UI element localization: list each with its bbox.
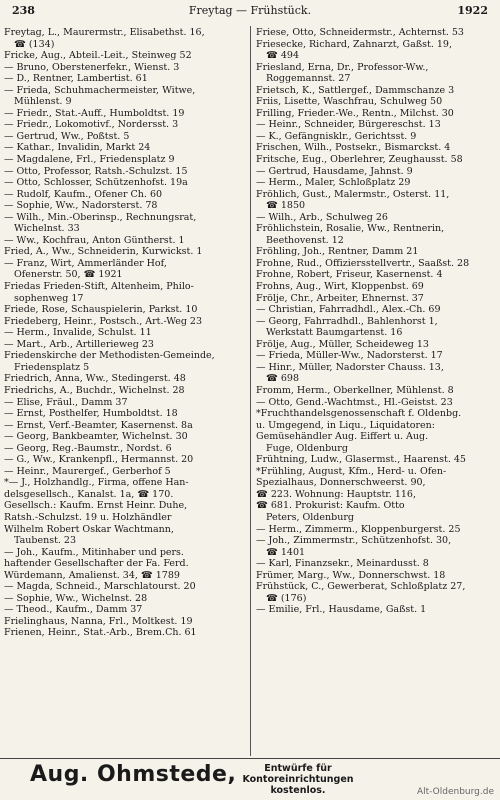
directory-entry-line: ☎ (176) (266, 592, 307, 604)
directory-entry-line: Friedensplatz 5 (14, 361, 90, 373)
directory-entry-line: — Wilh., Min.-Oberinsp., Rechnungsrat, (4, 211, 197, 223)
directory-entry-line: Fritsche, Eug., Oberlehrer, Zeughausst. 58 (256, 154, 463, 166)
directory-entry-line: Beethovenst. 12 (266, 234, 344, 246)
directory-entry-line: Fried, A., Ww., Schneiderin, Kurwickst. 1 (4, 246, 203, 258)
directory-entry-line: — G., Ww., Krankenpfl., Hermannst. 20 (4, 454, 194, 466)
directory-entry-line: Frienen, Heinr., Stat.-Arb., Brem.Ch. 61 (4, 627, 197, 639)
directory-entry-line: — Frieda, Müller-Ww., Nadorsterst. 17 (256, 350, 443, 362)
directory-entry-line: — Magda, Schneid., Marschlatourst. 20 (4, 581, 196, 593)
directory-entry-line: — Otto, Gend.-Wachtmst., Hl.-Geistst. 23 (256, 396, 453, 408)
directory-entry-line: — Joh., Zimmermstr., Schützenhofst. 30, (256, 535, 452, 547)
advertisement-slogan (218, 763, 378, 796)
directory-entry-line: *— J., Holzhandlg., Firma, offene Han- (4, 477, 189, 489)
directory-entry-line: Spezialhaus, Donnerschweerst. 90, (256, 477, 426, 489)
directory-entry-line: Friesecke, Richard, Zahnarzt, Gaßst. 19, (256, 38, 452, 50)
directory-entry-line: Friedeberg, Heinr., Postsch., Art.-Weg 23 (4, 315, 203, 327)
left-column (4, 27, 241, 639)
directory-entry-line: Peters, Oldenburg (266, 511, 354, 523)
directory-entry-line: — Wilh., Arb., Schulweg 26 (256, 211, 388, 223)
directory-entry-line: — Frieda, Schuhmachermeister, Witwe, (4, 84, 196, 96)
directory-entry-line: — Kathar., Invalidin, Markt 24 (4, 142, 151, 154)
directory-entry-line: — Heinr., Schneider, Bürgereschst. 13 (256, 119, 441, 131)
directory-entry-line: — Bruno, Oberstenerfekr., Wienst. 3 (4, 61, 180, 73)
directory-entry-line: *Frühling, August, Kfm., Herd- u. Ofen- (256, 465, 447, 477)
directory-entry-line: Werkstatt Baumgartenst. 16 (266, 327, 403, 339)
directory-entry-line: — Sophie, Ww., Nadorsterst. 78 (4, 200, 158, 212)
advertiser-name: Aug. Ohmstede, (30, 762, 237, 787)
directory-entry-line: — Friedr., Stat.-Auff., Humboldtst. 19 (4, 107, 185, 119)
directory-entry-line: Taubenst. 23 (14, 535, 77, 547)
directory-entry-line: Fricke, Aug., Abteil.-Leit., Steinweg 52 (4, 50, 192, 62)
directory-entry-line: — Magdalene, Frl., Friedensplatz 9 (4, 154, 175, 166)
slogan-line-2: kostenlos. (270, 785, 326, 796)
directory-entry-line: — Georg, Fahrradhdl., Bahlenhorst 1, (256, 315, 438, 327)
directory-entry-line: — Gertrud, Ww., Poßtst. 5 (4, 130, 130, 142)
directory-entry-line: ☎ 494 (266, 50, 299, 62)
directory-entry-line: Friesland, Erna, Dr., Professor-Ww., (256, 61, 429, 73)
directory-entry-line: Frilling, Frieder.-We., Rentn., Milchst. 30 (256, 107, 454, 119)
directory-entry-line: — Herm., Zimmerm., Kloppenburgerst. 25 (256, 523, 461, 535)
directory-entry-line: — Elise, Fräul., Damm 37 (4, 396, 128, 408)
page-header (12, 4, 488, 18)
directory-entry-line: Friis, Lisette, Waschfrau, Schulweg 50 (256, 96, 443, 108)
directory-entry-line: Frümer, Marg., Ww., Donnerschwst. 18 (256, 569, 446, 581)
directory-entry-line: delsgesellsch., Kanalst. 1a, ☎ 170. (4, 488, 174, 500)
directory-entry-line: haftender Gesellschafter der Fa. Ferd. (4, 558, 189, 570)
directory-entry-line: sophenweg 17 (14, 292, 84, 304)
directory-entry-line: — Ernst, Posthelfer, Humboldtst. 18 (4, 408, 178, 420)
directory-entry-line: Friede, Rose, Schauspielerin, Parkst. 10 (4, 304, 198, 316)
directory-entry-line: — Herm., Invalide, Schulst. 11 (4, 327, 152, 339)
directory-entry-line: ☎ 681. Prokurist: Kaufm. Otto (256, 500, 405, 512)
directory-entry-line: — Joh., Kaufm., Mitinhaber und pers. (4, 546, 184, 558)
directory-entry-line: Frielinghaus, Nanna, Frl., Moltkest. 19 (4, 615, 193, 627)
directory-entry-line: Frischen, Wilh., Postsekr., Bismarckst. 4 (256, 142, 451, 154)
directory-entry-line: — Sophie, Ww., Wichelnst. 28 (4, 592, 148, 604)
directory-entry-line: — Heinr., Maurergef., Gerberhof 5 (4, 465, 171, 477)
directory-entry-line: Fromm, Herm., Oberkellner, Mühlenst. 8 (256, 384, 454, 396)
directory-entry-line: Fuge, Oldenburg (266, 442, 348, 454)
directory-entry-line: ☎ 223. Wohnung: Hauptstr. 116, (256, 488, 416, 500)
directory-entry-line: Frühtning, Ludw., Glasermst., Haarenst. 45 (256, 454, 466, 466)
column-divider (250, 26, 251, 756)
directory-entry-line: — D., Rentner, Lambertist. 61 (4, 73, 148, 85)
directory-entry-line: Ofenerstr. 50, ☎ 1921 (14, 269, 123, 281)
directory-entry-line: Mühlenst. 9 (14, 96, 72, 108)
watermark: Alt-Oldenburg.de (416, 787, 494, 797)
directory-entry-line: — Franz, Wirt, Ammerländer Hof, (4, 257, 167, 269)
directory-entry-line: ☎ 698 (266, 373, 299, 385)
slogan-line-1: Entwürfe für Kontoreinrichtungen (242, 763, 354, 785)
directory-entry-line: — Friedr., Lokomotivf., Nordersst. 3 (4, 119, 179, 131)
directory-entry-line: — Karl, Finanzsekr., Meinardusst. 8 (256, 558, 429, 570)
directory-entry-line: ☎ 1850 (266, 200, 306, 212)
directory-entry-line: — Hinr., Müller, Nadorster Chauss. 13, (256, 361, 444, 373)
directory-entry-line: Würdemann, Amalienst. 34, ☎ 1789 (4, 569, 180, 581)
directory-entry-line: ☎ (134) (14, 38, 55, 50)
directory-entry-line: Gemüsehändler Aug. Eiffert u. Aug. (256, 431, 429, 443)
directory-entry-line: Wichelnst. 33 (14, 223, 80, 235)
directory-entry-line: Frohns, Aug., Wirt, Kloppenbst. 69 (256, 281, 424, 293)
directory-entry-line: Ratsh.-Schulzst. 19 u. Holzhändler (4, 511, 172, 523)
directory-entry-line: — Herm., Maler, Schloßplatz 29 (256, 177, 411, 189)
directory-entry-line: — Theod., Kaufm., Damm 37 (4, 604, 143, 616)
directory-entry-line: Freytag, L., Maurermstr., Elisabethst. 16, (4, 27, 205, 38)
directory-entry-line: Friese, Otto, Schneidermstr., Achternst. 53 (256, 27, 464, 38)
directory-entry-line: Fröhlich, Gust., Malermstr., Osterst. 11, (256, 188, 450, 200)
year-number: 1922 (457, 4, 488, 17)
directory-entry-line: — Gertrud, Hausdame, Jahnst. 9 (256, 165, 413, 177)
directory-entry-line: Fröhling, Joh., Rentner, Damm 21 (256, 246, 419, 258)
directory-entry-line: — Otto, Schlosser, Schützenhofst. 19a (4, 177, 188, 189)
directory-entry-line: u. Umgegend, in Liqu., Liquidatoren: (256, 419, 435, 431)
directory-entry-line: — Ernst, Verf.-Beamter, Kasernenst. 8a (4, 419, 193, 431)
directory-entry-line: Friedenskirche der Methodisten-Gemeinde, (4, 350, 215, 362)
directory-entry-line: Gesellsch.: Kaufm. Ernst Heinr. Duhe, (4, 500, 188, 512)
directory-entry-line: Frohne, Rud., Offiziersstellvertr., Saaßst. 28 (256, 257, 470, 269)
directory-entry-line: Frohne, Robert, Friseur, Kasernenst. 4 (256, 269, 443, 281)
directory-entry-line: *Fruchthandelsgenossenschaft f. Oldenbg. (256, 408, 462, 420)
running-title: Freytag — Frühstück. (188, 4, 312, 17)
directory-entry-line: Roggemannst. 27 (266, 73, 351, 85)
directory-entry-line: — Georg, Bankbeamter, Wichelnst. 30 (4, 431, 188, 443)
directory-entry-line: — Mart., Arb., Artillerieweg 23 (4, 338, 154, 350)
directory-entry-line: Friedrichs, A., Buchdr., Wichelnst. 28 (4, 384, 185, 396)
directory-entry-line: Fröhlichstein, Rosalie, Ww., Rentnerin, (256, 223, 445, 235)
directory-entry-line: ☎ 1401 (266, 546, 306, 558)
directory-entry-line: Friedas Frieden-Stift, Altenheim, Philo- (4, 281, 194, 293)
directory-entry-line: — Otto, Professor, Ratsh.-Schulzst. 15 (4, 165, 188, 177)
page-number-left: 238 (12, 4, 35, 17)
directory-entry-line: — Rudolf, Kaufm., Ofener Ch. 60 (4, 188, 163, 200)
directory-entry-line: Wilhelm Robert Oskar Wachtmann, (4, 523, 174, 535)
directory-entry-line: — Ww., Kochfrau, Anton Güntherst. 1 (4, 234, 185, 246)
directory-entry-line: Friedrich, Anna, Ww., Stedingerst. 48 (4, 373, 186, 385)
directory-entry-line: — Christian, Fahrradhdl., Alex.-Ch. 69 (256, 304, 441, 316)
right-column (256, 27, 496, 616)
directory-entry-line: — Georg, Reg.-Baumstr., Nordst. 6 (4, 442, 172, 454)
directory-entry-line: Frölje, Chr., Arbeiter, Ehnernst. 37 (256, 292, 424, 304)
directory-entry-line: Frietsch, K., Sattlergef., Dammschanze 3 (256, 84, 455, 96)
directory-entry-line: Frühstück, C., Gewerberat, Schloßplatz 27, (256, 581, 466, 593)
directory-entry-line: Frölje, Aug., Müller, Scheideweg 13 (256, 338, 429, 350)
directory-entry-line: — Emilie, Frl., Hausdame, Gaßst. 1 (256, 604, 427, 616)
directory-entry-line: — K., Gefängnisklr., Gerichtsst. 9 (256, 130, 417, 142)
